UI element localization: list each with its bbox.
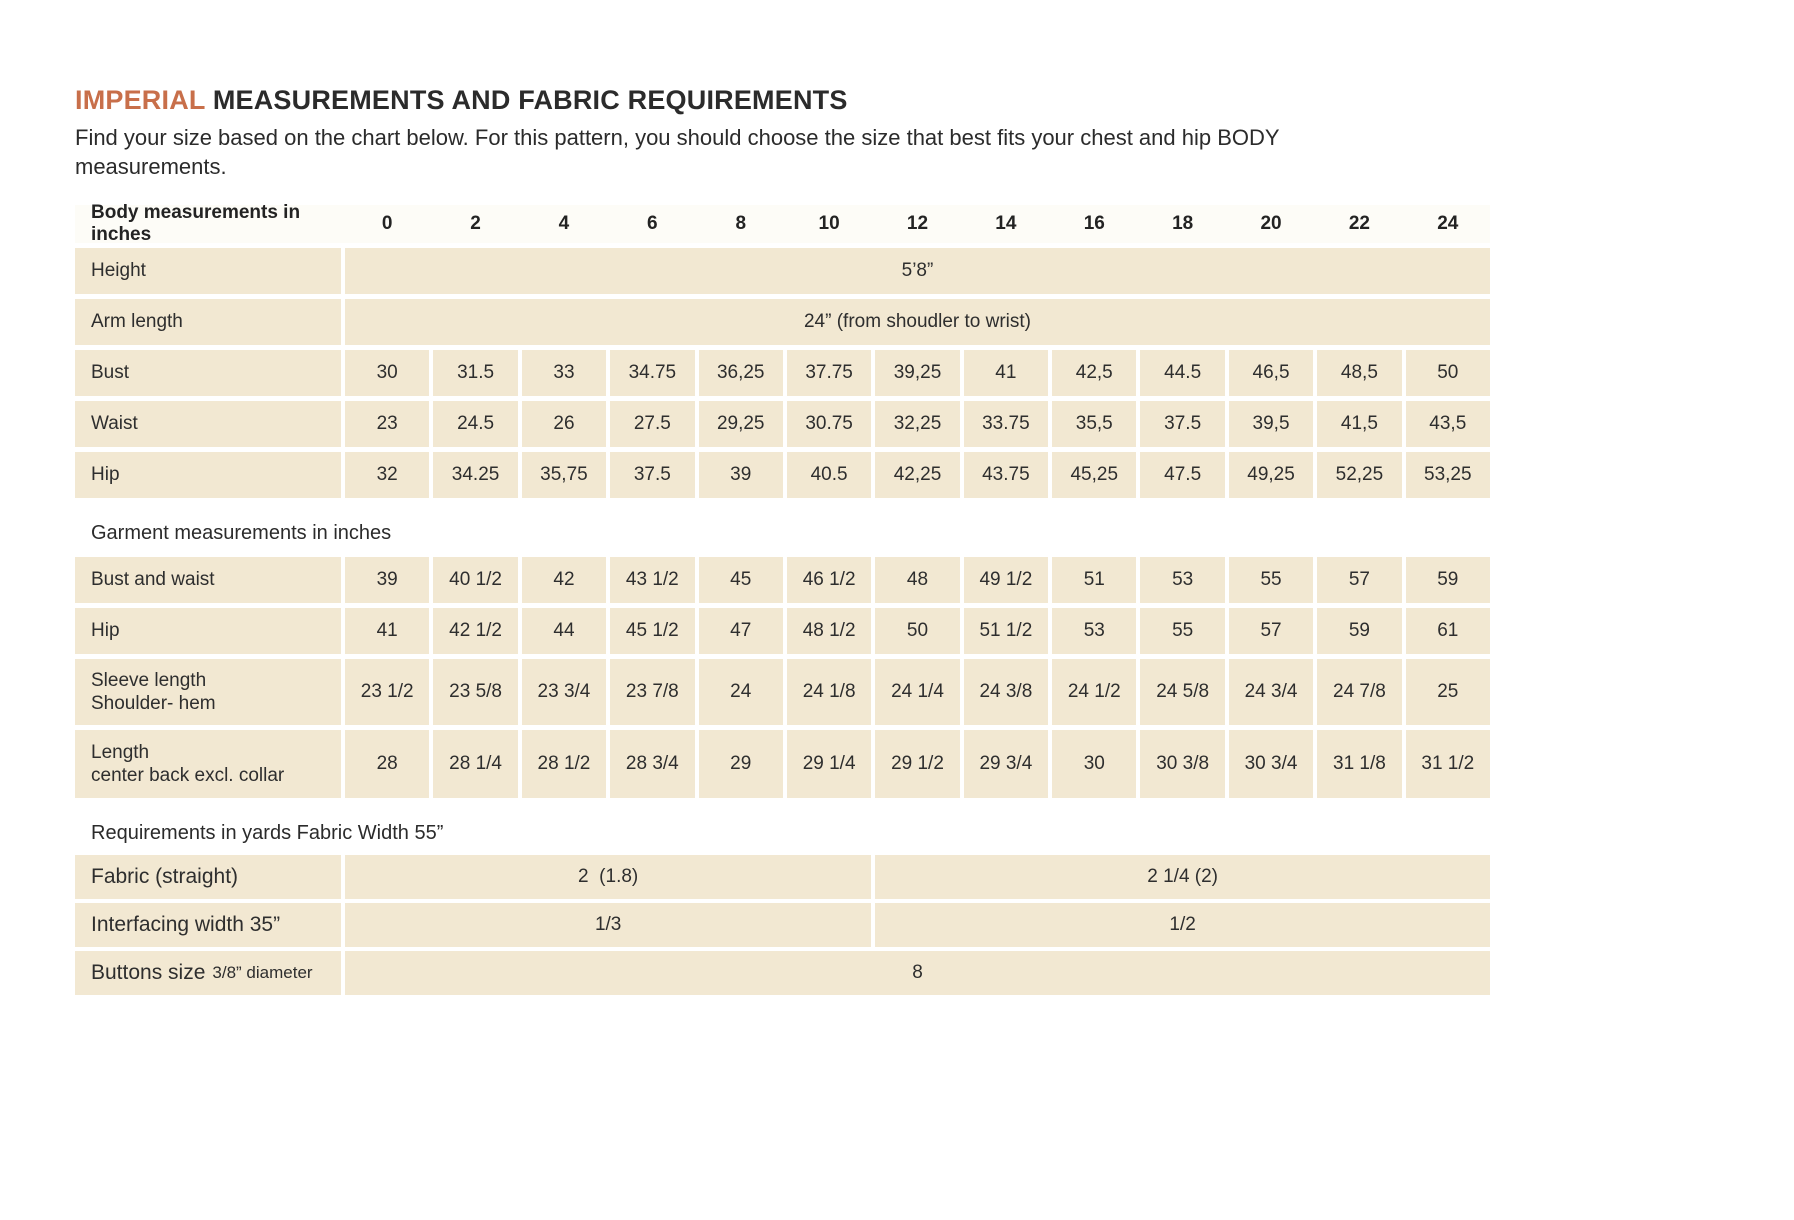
value-cell: 24 1/4: [875, 659, 959, 725]
value-cell: 30.75: [787, 401, 871, 447]
value-cell: 39,5: [1229, 401, 1313, 447]
value-cell: 55: [1229, 557, 1313, 603]
value-cell: 37.75: [787, 350, 871, 396]
value-cell: 39: [699, 452, 783, 498]
row-label: Buttons size 3/8” diameter: [75, 951, 341, 995]
value-cell: 28: [345, 730, 429, 798]
value-cell: 23 1/2: [345, 659, 429, 725]
value-cell: 40 1/2: [433, 557, 517, 603]
size-column-header: 12: [906, 213, 929, 235]
value-cell: 23 3/4: [522, 659, 606, 725]
value-cell: 46 1/2: [787, 557, 871, 603]
value-cell: 48: [875, 557, 959, 603]
row-label: Bust and waist: [75, 557, 341, 603]
value-cell: 24 7/8: [1317, 659, 1401, 725]
value-cell: 39: [345, 557, 429, 603]
value-cell: 29 1/4: [787, 730, 871, 798]
row-label: Interfacing width 35”: [75, 903, 341, 947]
value-cell: 27.5: [610, 401, 694, 447]
span-value-cell: 5’8”: [345, 248, 1490, 294]
span-value-left: 2 (1.8): [345, 855, 871, 899]
value-cell: 53: [1052, 608, 1136, 654]
size-column-header: 24: [1437, 213, 1459, 235]
value-cell: 33: [522, 350, 606, 396]
title-highlight: IMPERIAL: [75, 85, 206, 115]
value-cell: 49,25: [1229, 452, 1313, 498]
value-cell: 48,5: [1317, 350, 1401, 396]
value-cell: 29 1/2: [875, 730, 959, 798]
size-column-header: 2: [470, 213, 481, 235]
value-cell: 41: [345, 608, 429, 654]
size-chart: [75, 202, 1490, 995]
value-cell: 46,5: [1229, 350, 1313, 396]
value-cell: 57: [1317, 557, 1401, 603]
value-cell: 23: [345, 401, 429, 447]
size-column-header: 0: [381, 213, 393, 235]
value-cell: 48 1/2: [787, 608, 871, 654]
value-cell: 42: [522, 557, 606, 603]
requirements-table: [75, 855, 1490, 995]
size-column-header: 14: [995, 213, 1017, 235]
value-cell: 39,25: [875, 350, 959, 396]
value-cell: 41,5: [1317, 401, 1401, 447]
size-column-header: 18: [1172, 213, 1194, 235]
value-cell: 24.5: [433, 401, 517, 447]
size-column-header: 8: [735, 213, 747, 235]
value-cell: 31 1/8: [1317, 730, 1401, 798]
row-label-line2: Shoulder- hem: [91, 693, 216, 715]
row-label: [75, 659, 341, 725]
value-cell: 57: [1229, 608, 1313, 654]
row-label: [75, 730, 341, 798]
value-cell: 42,5: [1052, 350, 1136, 396]
value-cell: 24 3/4: [1229, 659, 1313, 725]
value-cell: 43 1/2: [610, 557, 694, 603]
value-cell: 32: [345, 452, 429, 498]
value-cell: 51: [1052, 557, 1136, 603]
value-cell: 51 1/2: [964, 608, 1048, 654]
value-cell: 35,5: [1052, 401, 1136, 447]
value-cell: 29,25: [699, 401, 783, 447]
value-cell: 52,25: [1317, 452, 1401, 498]
value-cell: 53,25: [1406, 452, 1490, 498]
value-cell: 61: [1406, 608, 1490, 654]
value-cell: 30: [1052, 730, 1136, 798]
value-cell: 31 1/2: [1406, 730, 1490, 798]
value-cell: 34.25: [433, 452, 517, 498]
value-cell: 24: [699, 659, 783, 725]
value-cell: 55: [1140, 608, 1224, 654]
span-value-right: 1/2: [875, 903, 1490, 947]
value-cell: 30: [345, 350, 429, 396]
value-cell: 45: [699, 557, 783, 603]
value-cell: 31.5: [433, 350, 517, 396]
size-column-header: 22: [1348, 213, 1370, 235]
value-cell: 40.5: [787, 452, 871, 498]
value-cell: 37.5: [610, 452, 694, 498]
page-title: [75, 84, 1794, 116]
row-label-line1: Length: [91, 742, 150, 764]
garment-measurements-table: [75, 557, 1490, 798]
row-label-line1: Sleeve length: [91, 670, 207, 692]
value-cell: 50: [875, 608, 959, 654]
value-cell: 24 3/8: [964, 659, 1048, 725]
value-cell: 41: [964, 350, 1048, 396]
value-cell: 34.75: [610, 350, 694, 396]
value-cell: 25: [1406, 659, 1490, 725]
value-cell: 42 1/2: [433, 608, 517, 654]
row-label: Hip: [75, 452, 341, 498]
size-column-header: 20: [1260, 213, 1282, 235]
row-label: Arm length: [75, 299, 341, 345]
value-cell: 28 1/2: [522, 730, 606, 798]
value-cell: 37.5: [1140, 401, 1224, 447]
row-label: Fabric (straight): [75, 855, 341, 899]
value-cell: 33.75: [964, 401, 1048, 447]
row-label: Bust: [75, 350, 341, 396]
body-measurements-table: [75, 248, 1490, 498]
value-cell: 43,5: [1406, 401, 1490, 447]
row-label: Height: [75, 248, 341, 294]
value-cell: 47: [699, 608, 783, 654]
size-column-header: 10: [818, 213, 840, 235]
span-value-left: 1/3: [345, 903, 871, 947]
value-cell: 29: [699, 730, 783, 798]
value-cell: 59: [1406, 557, 1490, 603]
page-subtitle: Find your size based on the chart below. For this pattern, you should choose the size that best fits your chest and hip BODY measurements.: [75, 125, 1280, 180]
value-cell: 28 3/4: [610, 730, 694, 798]
value-cell: 30 3/8: [1140, 730, 1224, 798]
value-cell: 45 1/2: [610, 608, 694, 654]
size-header-row: [75, 202, 1490, 246]
value-cell: 44: [522, 608, 606, 654]
value-cell: 49 1/2: [964, 557, 1048, 603]
span-value-cell: 24” (from shoudler to wrist): [345, 299, 1490, 345]
value-cell: 23 7/8: [610, 659, 694, 725]
span-value-right: 2 1/4 (2): [875, 855, 1490, 899]
span-value-cell: 8: [345, 951, 1490, 995]
size-header-label: Body measurements in inches: [91, 202, 301, 246]
value-cell: 24 5/8: [1140, 659, 1224, 725]
row-label: Waist: [75, 401, 341, 447]
value-cell: 29 3/4: [964, 730, 1048, 798]
value-cell: 24 1/8: [787, 659, 871, 725]
value-cell: 42,25: [875, 452, 959, 498]
value-cell: 43.75: [964, 452, 1048, 498]
value-cell: 23 5/8: [433, 659, 517, 725]
value-cell: 26: [522, 401, 606, 447]
value-cell: 36,25: [699, 350, 783, 396]
value-cell: 45,25: [1052, 452, 1136, 498]
row-label: Hip: [75, 608, 341, 654]
value-cell: 59: [1317, 608, 1401, 654]
row-label-small: 3/8” diameter: [212, 963, 313, 983]
value-cell: 24 1/2: [1052, 659, 1136, 725]
size-column-header: 4: [558, 213, 570, 235]
value-cell: 30 3/4: [1229, 730, 1313, 798]
row-label-line2: center back excl. collar: [91, 765, 285, 787]
value-cell: 35,75: [522, 452, 606, 498]
value-cell: 53: [1140, 557, 1224, 603]
size-column-header: 16: [1083, 213, 1105, 235]
value-cell: 32,25: [875, 401, 959, 447]
value-cell: 28 1/4: [433, 730, 517, 798]
value-cell: 47.5: [1140, 452, 1224, 498]
value-cell: 44.5: [1140, 350, 1224, 396]
title-rest: MEASUREMENTS AND FABRIC REQUIREMENTS: [205, 85, 848, 115]
requirements-section-header: Requirements in yards Fabric Width 55”: [91, 822, 444, 845]
value-cell: 50: [1406, 350, 1490, 396]
size-column-header: 6: [647, 213, 658, 235]
garment-section-header: Garment measurements in inches: [91, 522, 392, 545]
